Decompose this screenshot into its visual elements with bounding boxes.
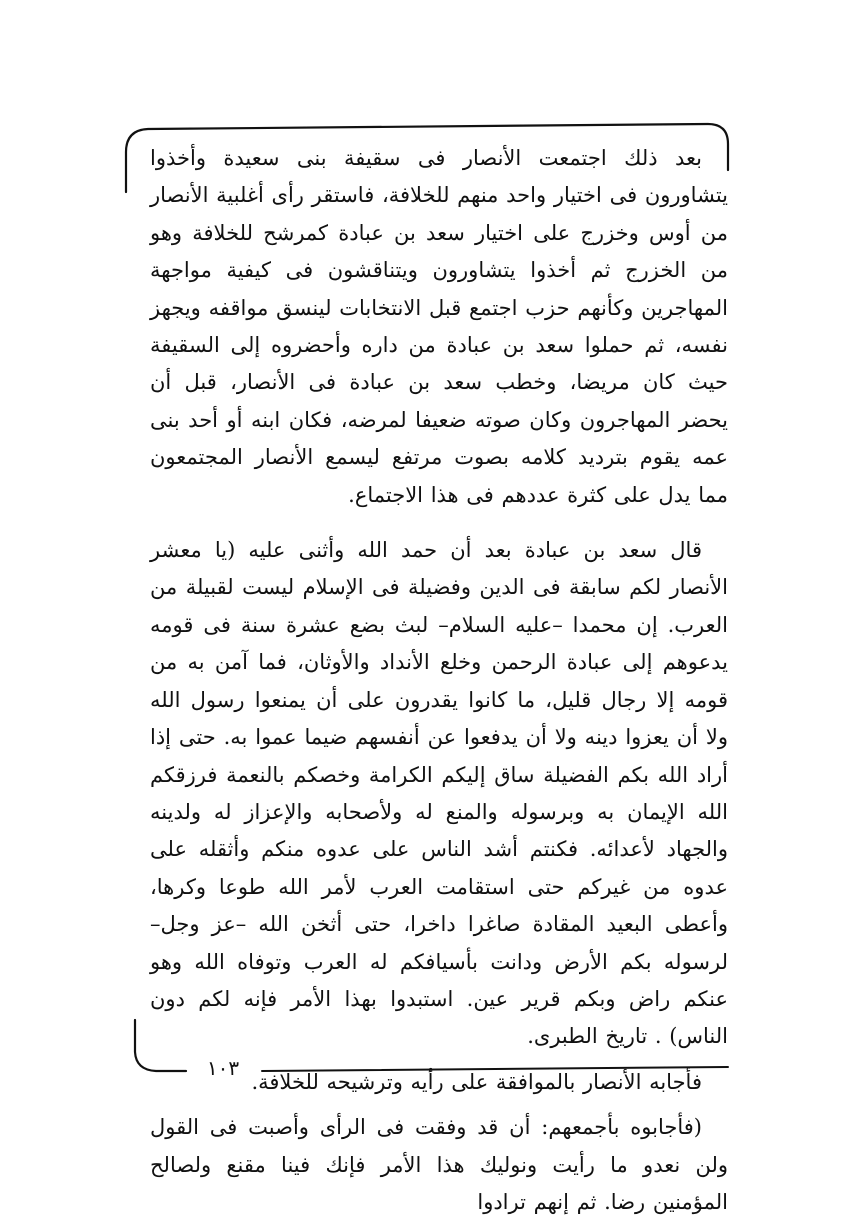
paragraph-ansar-response: فأجابه الأنصار بالموافقة على رأيه وترشيحه للخلافة. bbox=[251, 1069, 702, 1094]
paragraph-saqifa-meeting: بعد ذلك اجتمعت الأنصار فى سقيفة بنى سعيدة وأخذوا يتشاورون فى اختيار واحد منهم للخلافة، فاستقر رأى أغلبية الأنصار من أوس وخزرج على اختيار سعد بن عبادة كمرشح للخلافة وهو من الخزرج ثم أخذوا يتشاورون ويتناقشون فى كيفية مواجهة المهاجرين وكأنهم حزب اجتمع قبل الانتخابات لينسق مواقفه ويجهز نفسه، ثم حملوا سعد بن عبادة من داره وأحضروه إلى السقيفة حيث كان مريضا، وخطب سعد بن عبادة فى الأنصار، قبل أن يحضر المهاجرون وكان صوته ضعيفا لمرضه، فكان ابنه أو أحد بنى عمه يقوم بترديد كلامه بصوت مرتفع ليسمع الأنصار المجتمعون مما يدل على كثرة عددهم فى هذا الاجتماع. bbox=[150, 146, 728, 507]
paragraph-saad-speech: قال سعد بن عبادة بعد أن حمد الله وأثنى عليه (يا معشر الأنصار لكم سابقة فى الدين وفضيلة فى الإسلام ليست لقبيلة من العرب. إن محمدا –عليه السلام– لبث بضع عشرة سنة فى قومه يدعوهم إلى عبادة الرحمن وخلع الأنداد والأوثان، فما آمن به من قومه إلا رجال قليل، ما كانوا يقدرون على أن يمنعوا رسول الله ولا أن يعزوا دينه ولا أن يدفعوا عن أنفسهم ضيما عموا به. حتى إذا أراد الله بكم الفضيلة ساق إليكم الكرامة وخصكم بالنعمة فرزقكم الله الإيمان به وبرسوله والمنع له ولأصحابه والإعزاز له ولدينه والجهاد لأعدائه. فكنتم أشد الناس على عدوه منكم وأثقله على عدوه من غيركم حتى استقامت العرب لأمر الله طوعا وكرها، وأعطى البعيد المقادة صاغرا داخرا، حتى أثخن الله –عز وجل– لرسوله بكم الأرض ودانت بأسيافكم له العرب وتوفاه الله وهو عنكم راض وبكم قرير عين. استبدوا بهذا الأمر فإنه لكم دون الناس) . تاريخ الطبرى. bbox=[150, 538, 728, 1049]
page-number: ١٠٣ bbox=[206, 1056, 240, 1080]
paragraph-ansar-answer: (فأجابوه بأجمعهم: أن قد وفقت فى الرأى وأصبت فى القول ولن نعدو ما رأيت ونوليك هذا الأمر فإنك فينا مقنع ولصالح المؤمنين رضا. ثم إنهم ترادوا bbox=[150, 1115, 728, 1214]
